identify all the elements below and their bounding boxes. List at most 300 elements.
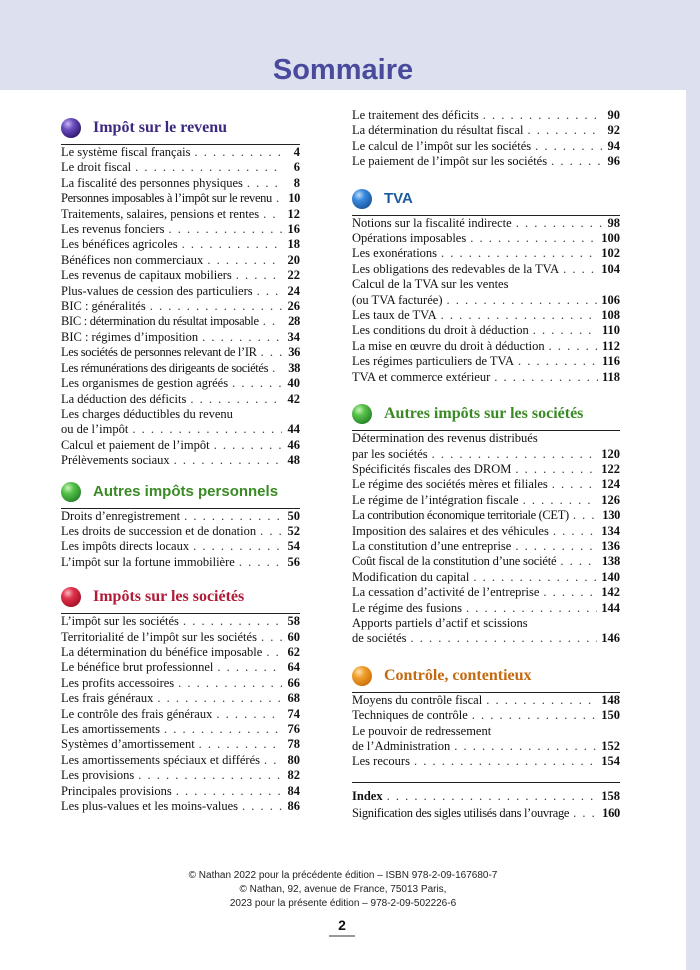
leader-dots [182, 237, 282, 252]
entry-page: 66 [287, 675, 300, 690]
entry-title: Les amortissements spéciaux et différés [61, 752, 261, 767]
leader-dots [190, 392, 282, 407]
entry-page: 158 [601, 788, 620, 803]
leader-dots [516, 216, 602, 231]
entry-page: 10 [288, 191, 300, 206]
leader-dots [515, 462, 597, 477]
entry-page: 58 [287, 614, 300, 629]
entry-page: 142 [601, 585, 620, 600]
entry-title: Le bénéfice brut professionnel [61, 660, 214, 675]
toc-entry[interactable] [61, 345, 300, 360]
entry-page: 152 [601, 739, 620, 753]
leader-dots [483, 108, 602, 123]
leader-dots [466, 601, 597, 616]
section-autres-impots-societes [352, 399, 620, 647]
entry-title: Traitements, salaires, pensions et rentes [61, 206, 260, 221]
entry-page: 38 [288, 360, 300, 375]
leader-dots [432, 447, 598, 462]
leader-dots [261, 345, 282, 360]
entry-title: La détermination du bénéfice imposable [61, 644, 263, 659]
green-ball-icon [61, 482, 81, 502]
entry-title: Les recours [352, 754, 410, 769]
entry-title: Les profits accessoires [61, 675, 175, 690]
leader-dots [518, 354, 598, 369]
entry-page: 80 [287, 752, 300, 767]
entry-title: Les provisions [61, 768, 135, 783]
entry-page: 98 [607, 215, 620, 230]
leader-dots [454, 739, 597, 754]
entry-title: La détermination du résultat fiscal [352, 123, 524, 138]
leader-dots [535, 139, 602, 154]
toc-entry[interactable] [61, 314, 300, 329]
leader-dots [202, 330, 282, 345]
entry-page: 112 [601, 338, 620, 353]
leader-dots [232, 376, 282, 391]
leader-dots [264, 753, 282, 768]
entry-title: Les régimes particuliers de TVA [352, 354, 514, 369]
toc-entry[interactable] [61, 676, 300, 691]
leader-dots [257, 284, 282, 299]
toc-entry[interactable] [61, 330, 300, 345]
entry-page: 140 [601, 569, 620, 584]
entry-title: Les taux de TVA [352, 308, 437, 323]
entry-title: BIC : généralités [61, 299, 146, 314]
leader-dots [494, 370, 598, 385]
entry-page: 96 [607, 154, 620, 169]
toc-entries [61, 614, 300, 814]
toc-entries [352, 693, 620, 770]
entry-page: 60 [287, 629, 300, 644]
toc-entries-continued [352, 108, 620, 170]
toc-entry[interactable] [352, 139, 620, 154]
entry-title: de l’Administration [352, 739, 451, 753]
toc-entry[interactable] [61, 222, 300, 237]
entry-title: Les impôts directs locaux [61, 539, 190, 554]
entry-page: 4 [293, 145, 300, 159]
entry-title: Notions sur la fiscalité indirecte [352, 215, 512, 230]
leader-dots [261, 630, 282, 645]
section-controle-contentieux [352, 661, 620, 770]
toc-entry[interactable] [352, 462, 620, 477]
toc-entry[interactable] [61, 253, 300, 268]
leader-dots [199, 737, 282, 752]
leader-dots [470, 231, 597, 246]
entry-title: Le droit fiscal [61, 160, 132, 175]
toc-entry-first-line[interactable]: Le pouvoir de redressement [352, 723, 492, 738]
toc-right-column [352, 108, 620, 822]
toc-entry[interactable] [61, 555, 300, 570]
section-title: Impôt sur le revenu [93, 119, 228, 136]
toc-entry[interactable] [352, 739, 620, 754]
leader-dots [472, 708, 598, 723]
leader-dots [486, 693, 597, 708]
entry-page: 126 [601, 492, 620, 507]
entry-title: par les sociétés [352, 446, 428, 461]
entry-page: 104 [601, 261, 620, 276]
leader-dots [387, 789, 598, 804]
leader-dots [138, 768, 282, 783]
toc-entry[interactable] [352, 154, 620, 169]
toc-entry[interactable] [352, 631, 620, 646]
toc-entry[interactable] [61, 145, 300, 160]
entry-title: Moyens du contrôle fiscal [352, 692, 483, 707]
entry-page: 134 [601, 523, 620, 538]
entry-title: Les revenus fonciers [61, 222, 165, 237]
entry-title: Les conditions du droit à déduction [352, 323, 529, 338]
entry-title: ou de l’impôt [61, 422, 129, 437]
toc-entry[interactable] [352, 693, 620, 708]
entry-page: 64 [287, 660, 300, 675]
toc-entry[interactable] [61, 630, 300, 645]
toc-entry[interactable] [352, 570, 620, 585]
toc-entry-index[interactable] [352, 789, 620, 804]
entry-title: de sociétés [352, 631, 407, 646]
entry-title: Les plus-values et les moins-values [61, 799, 239, 814]
leader-dots [239, 555, 282, 570]
leader-dots [174, 453, 282, 468]
copyright-footer [0, 869, 686, 911]
toc-entry[interactable] [61, 453, 300, 468]
toc-entry[interactable] [352, 539, 620, 554]
entry-title: Bénéfices non commerciaux [61, 252, 204, 267]
toc-entry[interactable] [61, 509, 300, 524]
entry-title: Les revenus de capitaux mobiliers [61, 268, 232, 283]
entry-title: (ou TVA facturée) [352, 292, 443, 307]
toc-entry[interactable] [61, 660, 300, 675]
toc-entry[interactable] [352, 447, 620, 462]
toc-entry[interactable] [352, 370, 620, 385]
entry-title: Les amortissements [61, 722, 160, 736]
entry-page: 76 [287, 722, 300, 736]
entry-page: 86 [287, 799, 300, 814]
toc-entry[interactable] [352, 477, 620, 492]
toc-entries [352, 431, 620, 647]
entry-title: Le régime des sociétés mères et filiales [352, 477, 548, 492]
entry-title: Personnes imposables à l’impôt sur le revenu [61, 191, 272, 206]
leader-dots [242, 799, 282, 814]
copyright-line: 2023 pour la présente édition – 978-2-09-502226-6 [229, 898, 457, 909]
toc-entry[interactable] [352, 354, 620, 369]
toc-entry[interactable] [352, 108, 620, 123]
entry-page: 48 [287, 453, 300, 468]
section-impots-societes [61, 582, 300, 814]
entry-title: Signification des sigles utilisés dans l’ouvrage [352, 806, 570, 821]
side-edge-strip [686, 90, 700, 970]
leader-dots [178, 676, 282, 691]
toc-entry[interactable] [61, 753, 300, 768]
entry-page: 40 [287, 376, 300, 391]
entry-page: 20 [287, 252, 300, 267]
entry-title: Plus-values de cession des particuliers [61, 283, 253, 298]
leader-dots [527, 123, 602, 138]
toc-entry[interactable] [61, 176, 300, 191]
toc-entry-first-line[interactable]: Apports partiels d’actif et scissions [352, 615, 528, 630]
toc-entry-first-line[interactable]: Les charges déductibles du revenu [61, 406, 233, 421]
entry-title: Les obligations des redevables de la TVA [352, 261, 560, 276]
entry-title: Les frais généraux [61, 691, 154, 706]
section-heading [352, 661, 620, 691]
leader-dots [150, 299, 282, 314]
entry-page: 116 [601, 354, 620, 369]
entry-title: Les sociétés de personnes relevant de l’IR [61, 345, 257, 360]
toc-entry-first-line[interactable]: Détermination des revenus distribués [352, 431, 538, 446]
toc-entry-sigles[interactable] [352, 806, 620, 821]
leader-dots [446, 293, 597, 308]
leader-dots [276, 191, 282, 206]
entry-page: 106 [601, 292, 620, 307]
toc-entry[interactable] [61, 361, 300, 376]
entry-page: 130 [602, 508, 620, 523]
entry-page: 110 [601, 323, 620, 338]
toc-entries [61, 145, 300, 469]
entry-title: Opérations imposables [352, 231, 467, 246]
toc-entry[interactable] [352, 585, 620, 600]
entry-page: 52 [287, 523, 300, 538]
leader-dots [551, 154, 602, 169]
entry-title: Droits d’enregistrement [61, 508, 181, 523]
toc-entry[interactable] [352, 754, 620, 769]
toc-entry[interactable] [61, 768, 300, 783]
leader-dots [194, 145, 282, 160]
leader-dots [553, 524, 597, 539]
toc-entry[interactable] [61, 207, 300, 222]
entry-page: 26 [287, 299, 300, 314]
toc-entry[interactable] [61, 422, 300, 437]
toc-entry[interactable] [61, 737, 300, 752]
blue-ball-icon [352, 189, 372, 209]
entry-title: Prélèvements sociaux [61, 453, 170, 468]
entry-page: 144 [601, 600, 620, 615]
toc-entry[interactable] [352, 262, 620, 277]
entry-page: 154 [601, 754, 620, 769]
section-autres-impots-personnels [61, 477, 300, 571]
entry-page: 92 [607, 123, 620, 138]
section-tva [352, 184, 620, 385]
entry-page: 84 [287, 783, 300, 798]
leader-dots [132, 422, 282, 437]
toc-entry[interactable] [61, 539, 300, 554]
entry-title: Les organismes de gestion agréés [61, 376, 229, 391]
entry-page: 82 [287, 768, 300, 783]
toc-entry[interactable] [61, 707, 300, 722]
toc-entry[interactable] [352, 601, 620, 616]
entry-title: Les droits de succession et de donation [61, 523, 257, 538]
entry-title: Systèmes d’amortissement [61, 737, 195, 752]
entry-title: Le régime des fusions [352, 600, 463, 615]
entry-page: 150 [601, 708, 620, 723]
toc-entry[interactable] [61, 691, 300, 706]
toc-left-column [61, 113, 300, 828]
toc-entry[interactable] [352, 308, 620, 323]
leader-dots [563, 262, 597, 277]
entry-page: 122 [601, 461, 620, 476]
toc-entry[interactable] [61, 299, 300, 314]
entry-title: Le traitement des déficits [352, 108, 479, 122]
entry-title: Le paiement de l’impôt sur les sociétés [352, 154, 548, 169]
section-title: TVA [384, 190, 413, 208]
leader-dots [414, 754, 597, 769]
toc-entry[interactable] [61, 284, 300, 299]
entry-page: 44 [287, 422, 300, 437]
entry-title: L’impôt sur les sociétés [61, 614, 179, 629]
section-title: Autres impôts personnels [93, 483, 279, 501]
toc-entry[interactable] [352, 216, 620, 231]
entry-title: Imposition des salaires et des véhicules [352, 523, 549, 538]
toc-entry[interactable] [61, 645, 300, 660]
entry-page: 56 [287, 554, 300, 569]
toc-entry[interactable] [61, 237, 300, 252]
entry-page: 120 [601, 446, 620, 461]
copyright-line: © Nathan 2022 pour la précédente édition – ISBN 978-2-09-167680-7 [188, 870, 498, 881]
leader-dots [183, 614, 282, 629]
leader-dots [266, 645, 282, 660]
leader-dots [411, 631, 598, 646]
leader-dots [515, 539, 597, 554]
entry-title: Calcul et paiement de l’impôt [61, 437, 210, 452]
red-ball-icon [61, 587, 81, 607]
leader-dots [441, 308, 598, 323]
entry-page: 94 [607, 138, 620, 153]
entry-title: Le contrôle des frais généraux [61, 706, 213, 721]
toc-entry[interactable] [61, 160, 300, 175]
entry-page: 36 [288, 345, 300, 360]
entry-title: La cessation d’activité de l’entreprise [352, 585, 540, 600]
leader-dots [543, 585, 597, 600]
leader-dots [573, 508, 598, 523]
toc-entry[interactable] [61, 376, 300, 391]
entry-page: 100 [601, 231, 620, 246]
leader-dots [193, 539, 282, 554]
entry-title: Les rémunérations des dirigeants de sociétés [61, 360, 269, 375]
entry-title: Les exonérations [352, 246, 438, 261]
entry-page: 54 [287, 539, 300, 554]
section-heading [61, 113, 300, 143]
entry-title: La déduction des déficits [61, 391, 187, 406]
entry-title: Spécificités fiscales des DROM [352, 461, 512, 476]
entry-title: Index [352, 788, 383, 803]
section-impot-revenu [61, 113, 300, 469]
toc-entry[interactable] [61, 438, 300, 453]
leader-dots [533, 323, 598, 338]
entry-page: 12 [287, 206, 300, 221]
leader-dots [573, 806, 598, 821]
toc-entry[interactable] [61, 268, 300, 283]
section-heading [61, 582, 300, 612]
entry-title: Le régime de l’intégration fiscale [352, 492, 519, 507]
toc-entry[interactable] [352, 708, 620, 723]
entry-page: 138 [601, 554, 620, 569]
entry-page: 6 [293, 160, 300, 175]
toc-entry[interactable] [352, 554, 620, 569]
toc-entry-first-line[interactable]: Calcul de la TVA sur les ventes [352, 277, 509, 292]
entry-page: 108 [601, 308, 620, 323]
entry-page: 90 [607, 108, 620, 122]
toc-entry[interactable] [61, 784, 300, 799]
leader-dots [560, 554, 598, 569]
toc-entry[interactable] [352, 493, 620, 508]
leader-dots [260, 524, 282, 539]
toc-entry[interactable] [352, 508, 620, 523]
leader-dots [135, 160, 282, 175]
toc-entry[interactable] [352, 246, 620, 261]
copyright-line: © Nathan, 92, avenue de France, 75013 Paris, [239, 884, 447, 895]
entry-title: La mise en œuvre du droit à déduction [352, 338, 545, 353]
entry-title: TVA et commerce extérieur [352, 369, 491, 384]
entry-page: 148 [601, 692, 620, 707]
toc-entry[interactable] [61, 392, 300, 407]
leader-dots [207, 253, 282, 268]
leader-dots [523, 493, 598, 508]
toc-entry[interactable] [61, 191, 300, 206]
toc-entries-index [352, 789, 620, 822]
entry-page: 24 [287, 283, 300, 298]
toc-entry[interactable] [352, 323, 620, 338]
leader-dots [549, 339, 598, 354]
entry-title: Territorialité de l’impôt sur les sociétés [61, 629, 257, 644]
leader-dots [263, 314, 282, 329]
entry-title: Le calcul de l’impôt sur les sociétés [352, 138, 532, 153]
entry-page: 68 [287, 691, 300, 706]
leader-dots [214, 438, 282, 453]
section-heading [61, 477, 300, 507]
entry-page: 102 [601, 246, 620, 261]
toc-entry[interactable] [352, 231, 620, 246]
toc-entry[interactable] [61, 524, 300, 539]
leader-dots [441, 246, 597, 261]
leader-dots [263, 207, 282, 222]
leader-dots [247, 176, 282, 191]
entry-page: 118 [601, 369, 620, 384]
leader-dots [164, 722, 282, 737]
leader-dots [216, 707, 282, 722]
entry-title: Le système fiscal français [61, 145, 191, 159]
toc-entries [352, 216, 620, 385]
entry-title: Techniques de contrôle [352, 708, 468, 723]
entry-page: 28 [288, 314, 300, 329]
entry-title: BIC : régimes d’imposition [61, 329, 199, 344]
entry-page: 146 [601, 631, 620, 646]
index-rule [352, 782, 620, 783]
leader-dots [217, 660, 282, 675]
page-title: Sommaire [272, 54, 414, 86]
leader-dots [236, 268, 282, 283]
entry-title: La constitution d’une entreprise [352, 538, 512, 553]
entry-page: 8 [293, 175, 300, 190]
section-title: Contrôle, contentieux [384, 666, 532, 684]
toc-entries [61, 509, 300, 571]
entry-title: La fiscalité des personnes physiques [61, 175, 243, 190]
entry-page: 78 [287, 737, 300, 752]
entry-page: 62 [287, 644, 300, 659]
section-title: Impôts sur les sociétés [93, 588, 245, 606]
toc-entry[interactable] [352, 339, 620, 354]
section-heading [352, 399, 620, 429]
entry-page: 16 [287, 222, 300, 237]
entry-title: Modification du capital [352, 569, 470, 584]
entry-title: Les bénéfices agricoles [61, 237, 178, 252]
toc-entry[interactable] [352, 293, 620, 308]
entry-page: 160 [602, 806, 620, 821]
toc-entry[interactable] [61, 722, 300, 737]
toc-entry[interactable] [352, 123, 620, 138]
entry-page: 22 [287, 268, 300, 283]
toc-entry[interactable] [61, 614, 300, 629]
toc-entry[interactable] [61, 799, 300, 814]
entry-page: 42 [287, 391, 300, 406]
toc-entry[interactable] [352, 524, 620, 539]
entry-page: 46 [287, 437, 300, 452]
green-ball-icon [352, 404, 372, 424]
